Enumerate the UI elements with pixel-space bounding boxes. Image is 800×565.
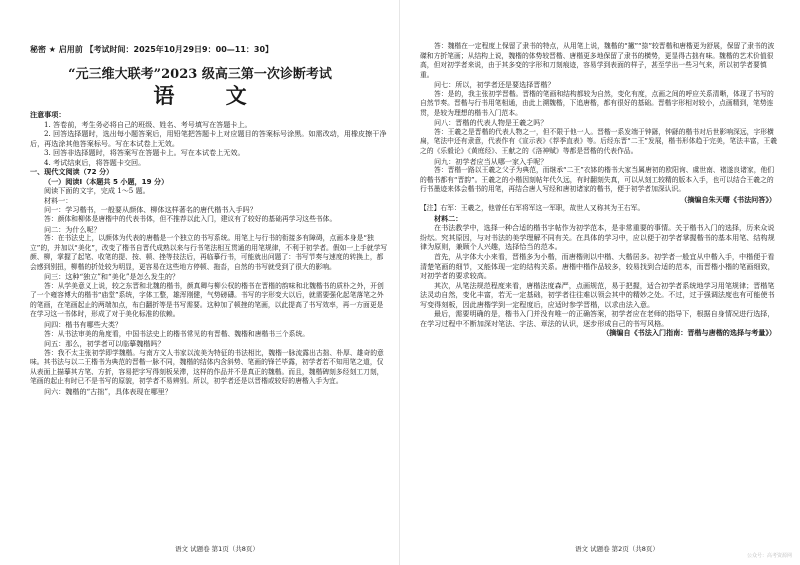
page-footer: 语文 试题卷 第2页（共8页）: [575, 545, 659, 553]
page-2-body: [420, 42, 780, 338]
part-heading: 一、现代文阅读（72 分）: [30, 167, 114, 177]
qa-paragraph: 答：王羲之是晋楷的代表人物之一，但不限于他一人。晋楷一系发端于钟繇，钟繇的楷书对后世影响深远，字形横扁，笔法中还有隶意，代表作有《宣示表》《荐季直表》等。后经东晋“二王”发展，楷书形体趋于完美，笔法丰富，王羲之的《乐毅论》《黄庭经》、王献之的《洛神赋》等都是晋楷的代表作品。: [420, 127, 778, 156]
qa-paragraph: 答：从学美意义上说，较之东晋和北魏的楷书，颜真卿与柳公权的楷书在晋楷的韵味和北魏楷书的质朴之外，开创了一个雍容博大的楷书“庙堂”系统，字体工整，雄浑刚健，气势磅礴。书写的字形变大以后，就需要强化起笔落笔之外的笔画，在笔画起止的两端加点，布白翻折等是书写需要。这种加了顿挫的笔画，以此提高了书写效率，再一方面更是在学习这一书体时，形成了对于美化标准的依赖。: [30, 281, 384, 319]
note-item: 3. 回答非选择题时，将答案写在答题卡上。写在本试卷上无效。: [44, 148, 245, 158]
qa-paragraph: 问五：那么，初学者可以临摹魏楷吗？: [44, 339, 165, 349]
watermark: 公众号：高考资源网: [746, 553, 792, 559]
qa-paragraph: 答：晋楷一路以王羲之父子为典范，而继承“二王”衣钵的楷书大家当属唐初的欧阳询、虞世南、褚遂良诸家，他们的楷书都有“晋韵”。王羲之的小楷因刻帖年代久远，有时翻刻失真，可以从刻工较精的版本入手，也可以结合王羲之的行书墨迹来体会楷书的用笔，再结合唐人写经和唐初诸家的楷书，便于初学者加深认识。: [420, 166, 775, 194]
qa-paragraph: 问七：所以，初学者还是要选择晋楷？: [434, 80, 555, 90]
secret-label: 秘密 ★ 启用前 【考试时间：2025年10月29日9：00—11：30】: [30, 45, 274, 54]
footnote: 【注】右军：王羲之，他曾任右军将军这一军职，故世人又称其为王右军。: [420, 204, 645, 213]
material-paragraph: 在书法教学中，选择一种合适的楷书字帖作为初学范本，是非常重要的事情。关于楷书入门的选择，历来众说纷纭。究其原因，与对书法的美学理解不同有关。在具体的学习中，应以便于初学者掌握楷书的基本用笔、结构规律为原则，兼顾个人兴趣，选择恰当的范本。: [420, 223, 775, 252]
qa-paragraph: 问二：为什么呢？: [44, 224, 101, 234]
material-paragraph: 其次，从笔法规范程度来看，唐楷法度森严，点画规范，易于把握，适合初学者系统地学习用笔规律；晋楷笔法灵动自然，变化丰富，若无一定基础，初学者往往难以领会其中的精妙之处。不过，过于强调法度也有可能使书写变得刻板，因此唐楷学到一定程度后，应适时参学晋楷，以求由法入意。: [420, 280, 775, 309]
qa-paragraph: 答：是的，我主张初学晋楷。晋楷的笔画和结构都较为自然，变化有度，点画之间的呼应关系清晰，体现了书写的自然节奏。晋楷与行书用笔相通，由此上溯魏楷，下追唐楷，都有很好的基础。晋楷字形相对较小，点画精到，笔势连贯，是较为理想的楷书入门范本。: [420, 89, 774, 117]
page-2: [400, 0, 800, 565]
source-citation: （摘编自朱天曙《书法问答》）: [680, 194, 776, 204]
qa-paragraph: 问八：晋楷的代表人物是王羲之吗？: [434, 118, 548, 128]
qa-paragraph: 问九：初学者应当从哪一家入手呢？: [434, 156, 548, 166]
source-citation: （摘编自《书法入门指南：晋楷与唐楷的选择与考量》）: [602, 328, 776, 338]
material-paragraph: 首先，从字体大小来看，晋楷多为小楷，而唐楷则以中楷、大楷居多。初学者一般宜从中楷入手，中楷便于看清楚笔画的细节，又能体现一定的结构关系。唐楷中楷作品较多，较易找到合适的范本，而晋楷小楷的笔画细致，对初学者的要求较高。: [420, 252, 775, 281]
qa-paragraph: 问六：魏楷的“古拙”，具体表现在哪里？: [44, 386, 172, 396]
section-instruction: 阅读下面的文字，完成 1～5 题。: [44, 186, 150, 196]
note-item: 2. 回答选择题时，选出每小题答案后，用铅笔把答题卡上对应题目的答案标号涂黑。如需改动，用橡皮擦干净后，再选涂其他答案标号。写在本试卷上无效。: [30, 129, 387, 148]
qa-paragraph: 答：从书法审美的角度看，中国书法史上的楷书常见的有晋楷、魏楷和唐楷书三个系统。: [44, 329, 310, 338]
note-item: 1. 答卷前，考生务必将自己的班级、姓名、考号填写在答题卡上。: [44, 119, 252, 129]
qa-paragraph: 答：颜体和柳体是唐楷中的代表书体，但不推荐以此入门，建议有了较好的基础再学习这些书体。: [44, 215, 337, 224]
note-item: 4. 考试结束后，将答题卡交回。: [44, 157, 146, 167]
qa-paragraph: 答：魏楷在一定程度上保留了隶书的特点，从用笔上说，魏楷的“撇”“捺”较晋楷和唐楷更为舒展，保留了隶书的波磔和方折笔画；从结构上说，魏楷的体势较晋楷、唐楷更多地保留了隶书的横势，更显得古拙有味。魏楷的艺术价值很高，但对初学者来说，由于其多变的字形和刀刻痕迹，容易学到表面的样子，甚至学出一些习气来，所以初学者要慎重。: [420, 42, 775, 79]
page-footer: 语文 试题卷 第1页（共8页）: [175, 545, 259, 553]
material-heading: 材料二：: [434, 213, 463, 223]
exam-title: “元三维大联考”2023 级高三第一次诊断考试: [68, 67, 332, 82]
qa-paragraph: 问一：学习楷书，一般要从颜体、柳体这样著名的唐代楷书入手吗？: [44, 205, 257, 215]
qa-paragraph: 答：在书法史上，以颜体为代表的唐楷是一个独立的书写系统。用笔上与行书的衔接多有障碍，点画本身是“独立”的，并加以“美化”，改变了楷书自晋代成熟以来与行书笔法相互贯通的用笔规律，不利于初学者。假如一上手就学写颜、柳，掌握了起笔、收笔的提、按、顿、挫等技法后，再临摹行书，可能就出问题了：书写节奏与速度的转换上，都会感到别扭，柳楷的折处较为明显，更容易在这些地方停顿、拖沓，自然的书写就受到了很大的影响。: [30, 234, 388, 271]
material-heading: 材料一：: [44, 195, 73, 205]
qa-paragraph: 问四：楷书有哪些大类？: [44, 320, 123, 330]
qa-paragraph: 问三：这种“独立”和“美化”是怎么发生的？: [44, 272, 180, 282]
subject-title: 语 文: [153, 83, 269, 108]
qa-paragraph: 答：我不太主张初学即学魏楷。与南方文人书家以流美为特征的书法相比，魏楷一脉流露出古拙、朴厚、雄奇的意味。其书法与以二王楷书为典范的晋楷一脉不同，魏楷的结体内含斜势、笔画的锋芒毕露，初学者若不知用笔之道，仅从表面上描摹其方笔、方折，容易把字写得刻板呆滞，这样的作品并不是真正的魏楷。而且，魏楷碑刻多经刻工刀刻，笔画的起止有时已不是书写的原貌，初学者不易辨别。所以，初学者还是以晋楷或较好的唐楷入手为宜。: [30, 348, 384, 386]
page-1-body: [30, 110, 388, 396]
section-heading: （一）阅读Ⅰ（本题共 5 小题，19 分）: [44, 176, 169, 186]
notes-heading: 注意事项：: [30, 110, 66, 119]
material-paragraph: 最后，需要明确的是，楷书入门并没有唯一的正确答案，初学者应在老师的指导下，根据自身情况进行选择，在学习过程中不断加深对笔法、字法、章法的认识，逐步形成自己的书写风格。: [420, 309, 775, 328]
